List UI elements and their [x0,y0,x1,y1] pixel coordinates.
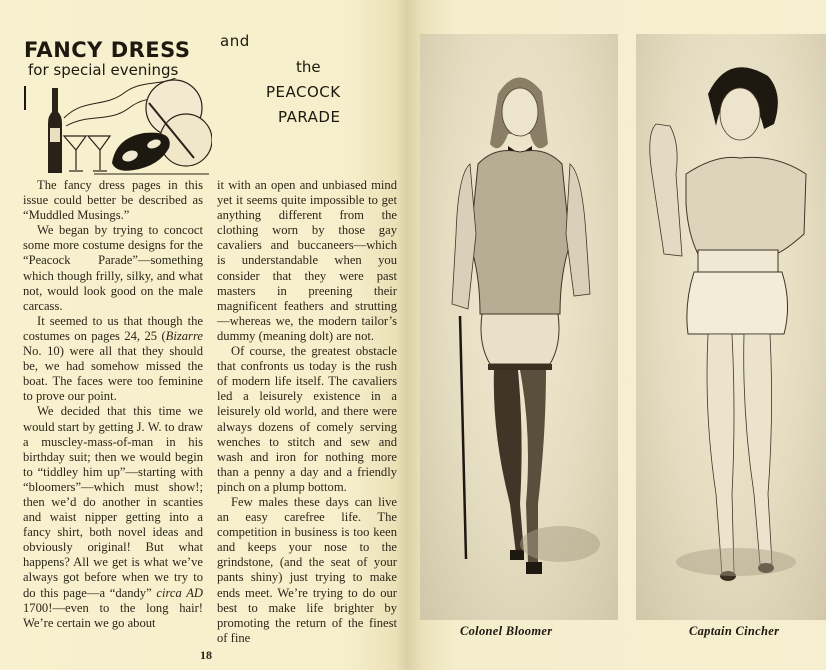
text-run: It seemed to us that though the costumes on pages 24, 25 ( [23,313,203,343]
title-subtitle: for special evenings [28,61,179,79]
article-column-1 [23,178,203,631]
paragraph: The fancy dress pages in this issue could better be described as “Muddled Musings.” [23,178,203,223]
text-run: We decided that this time we would start by getting J. W. to draw a muscley-mass-of-man in his birthday suit; then we would begin to “tiddley him up”—starting with “bloomers”—which must show!; then we’d do another in scanties and waist nipper getting into a fancy shirt, both novel ideas and obviously original! But what happens? All we get is what we’ve always got before when we try to do this page—a “dandy” [23,404,203,600]
title-parade: PARADE [278,108,341,126]
italic-text-run: circa AD [156,585,203,600]
illustration-captain-cincher [636,34,826,620]
text-run: 1700!—even to the long hair! We’re certain we go about [23,600,203,630]
illustration-colonel-bloomer [420,34,618,620]
title-and: and [220,32,250,50]
title-peacock: PEACOCK [266,83,341,101]
caption-colonel-bloomer: Colonel Bloomer [460,624,553,638]
paragraph: it with an open and unbiased mind yet it seems quite impossible to get anything different from the clothing worn by those gay cavaliers and buccaneers—which is understandable when you consider that they were past masters in preening their magnificent feathers and strutting—whereas we, the modern tailor’s dummy (meaning dolt) are not. [217,178,397,343]
page-number: 18 [200,648,212,662]
paragraph: Of course, the greatest obstacle that confronts us today is the rush of modern life itself. The cavaliers led a leisurely existence in a leisurely old world, and there were always dozens of comely serving wenches to stitch and sew and wash and iron for nothing more than a penny a day and a friendly pinch on a plump bottom. [217,344,397,494]
right-page [408,0,826,670]
paragraph [23,314,203,405]
article-column-2 [217,178,397,646]
paragraph: Few males these days can live an easy carefree life. The competition in business is too keen and keeps your nose to the grindstone, (and the seat of your pants shiny) just trying to make ends meet. We’re trying to do our best to make life brighter by promoting the return of the finest of fine [217,494,397,645]
title-fancy-dress: FANCY DRESS [24,38,191,62]
title-block [24,38,214,78]
left-page [0,0,408,670]
title-the: the [296,58,321,76]
paragraph [23,404,203,630]
caption-captain-cincher: Captain Cincher [689,624,780,638]
text-run: No. 10) were all that they should be, we had somehow missed the boat. The faces were too feminine to prove our point. [23,344,203,404]
party-still-life-illustration [34,78,212,176]
paragraph: We began by trying to concoct some more costume designs for the “Peacock Parade”—something which though frilly, silky, and what not, would look good on the male carcass. [23,223,203,313]
title-rule [24,86,26,110]
italic-text-run: Bizarre [165,328,203,343]
